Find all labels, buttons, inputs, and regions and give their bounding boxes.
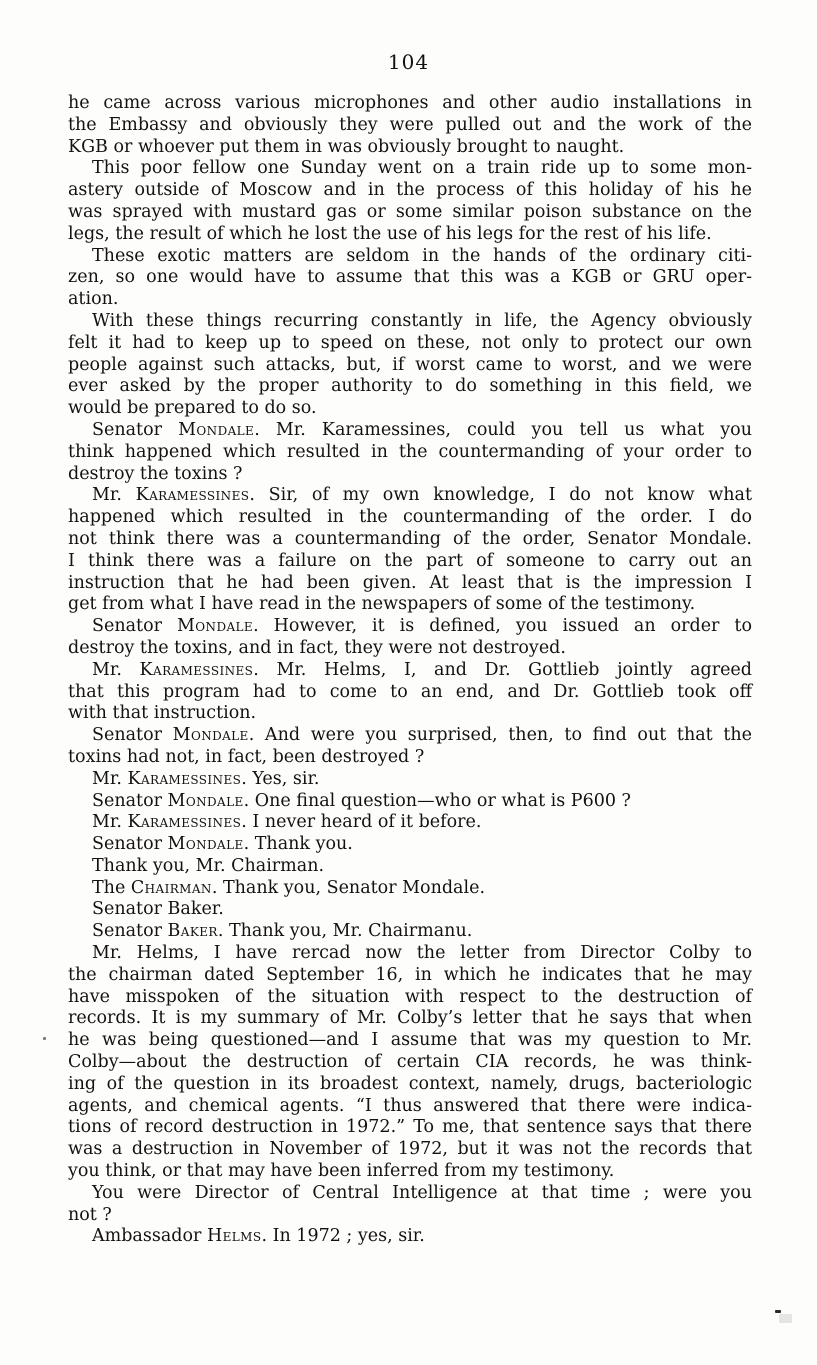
- text-line: [68, 1052, 752, 1074]
- text-line: [68, 638, 752, 660]
- text-run: was a destruction in November of 1972, but it was not the records that: [68, 1139, 752, 1160]
- text-run: Mr.: [92, 485, 136, 506]
- text-line: [68, 660, 752, 682]
- speaker-name: Karamessines: [139, 659, 254, 680]
- text-run: . Thank you, Mr. Chairmanu.: [217, 921, 473, 942]
- text-line: [68, 703, 752, 725]
- text-run: . I never heard of it before.: [241, 812, 482, 833]
- text-line: [68, 180, 752, 202]
- text-line: [68, 442, 752, 464]
- text-run: records. It is my summary of Mr. Colby’s letter that he says that when: [68, 1008, 752, 1029]
- speaker-name: Karamessines: [127, 812, 242, 833]
- text-run: legs, the result of which he lost the use of his legs for the rest of his life.: [68, 223, 712, 244]
- text-run: These exotic matters are seldom in the hands of the ordinary citi-: [92, 245, 752, 266]
- text-line: [68, 137, 752, 159]
- text-run: tions of record destruction in 1972.” To me, that sentence says that there: [68, 1117, 752, 1138]
- text-line: [68, 1074, 752, 1096]
- text-run: . However, it is defined, you issued an order to: [253, 616, 752, 637]
- scan-artifact: [43, 1037, 46, 1040]
- text-run: Colby—about the destruction of certain CIA records, he was think-: [68, 1052, 752, 1073]
- text-run: happened which resulted in the countermanding of the order. I do: [68, 507, 752, 528]
- text-line: [68, 529, 752, 551]
- text-line: [68, 398, 752, 420]
- text-run: destroy the toxins, and in fact, they were not destroyed.: [68, 637, 566, 658]
- text-run: felt it had to keep up to speed on these, not only to protect our own: [68, 332, 752, 353]
- text-run: get from what I have read in the newspapers of some of the testimony.: [68, 594, 696, 615]
- text-line: [68, 769, 752, 791]
- text-run: not ?: [68, 1204, 112, 1225]
- text-run: toxins had not, in fact, been destroyed ?: [68, 746, 425, 767]
- text-line: [68, 507, 752, 529]
- text-run: was sprayed with mustard gas or some similar poison substance on the: [68, 201, 752, 222]
- text-run: . Mr. Helms, I, and Dr. Gottlieb jointly agreed: [253, 659, 752, 680]
- text-line: [68, 725, 752, 747]
- page-body: [68, 93, 752, 1248]
- text-line: [68, 1096, 752, 1118]
- text-run: Senator: [92, 834, 168, 855]
- speaker-name: Mondale: [167, 834, 244, 855]
- scan-artifact: [775, 1310, 781, 1313]
- text-line: [68, 1008, 752, 1030]
- text-run: Mr.: [92, 768, 128, 789]
- text-line: [68, 965, 752, 987]
- text-line: [68, 333, 752, 355]
- text-run: the Embassy and obviously they were pulled out and the work of the: [68, 114, 752, 135]
- text-line: [68, 878, 752, 900]
- text-run: would be prepared to do so.: [68, 398, 317, 419]
- text-run: astery outside of Moscow and in the process of this holiday of his he: [68, 180, 752, 201]
- text-run: instruction that he had been given. At least that is the impression I: [68, 572, 752, 593]
- text-run: he was being questioned—and I assume that was my question to Mr.: [68, 1030, 752, 1051]
- speaker-name: Baker: [167, 921, 218, 942]
- scan-artifact: [779, 1314, 792, 1323]
- text-line: [68, 1030, 752, 1052]
- text-run: . Sir, of my own knowledge, I do not know what: [249, 485, 752, 506]
- speaker-name: Karamessines: [135, 485, 250, 506]
- text-run: zen, so one would have to assume that this was a KGB or GRU oper-: [68, 267, 752, 288]
- text-line: [68, 464, 752, 486]
- text-run: Senator: [92, 419, 179, 440]
- text-line: [68, 246, 752, 268]
- text-line: [68, 856, 752, 878]
- text-run: . One final question—who or what is P600 ?: [243, 790, 631, 811]
- text-run: ever asked by the proper authority to do something in this field, we: [68, 376, 752, 397]
- text-run: You were Director of Central Intelligence at that time ; were you: [92, 1182, 752, 1203]
- speaker-name: Mondale: [176, 616, 254, 637]
- text-line: [68, 267, 752, 289]
- text-line: [68, 376, 752, 398]
- text-run: This poor fellow one Sunday went on a train ride up to some mon-: [92, 158, 752, 179]
- text-line: [68, 1226, 752, 1248]
- text-run: . Thank you, Senator Mondale.: [211, 877, 486, 898]
- text-line: [68, 1139, 752, 1161]
- text-line: [68, 1183, 752, 1205]
- text-line: [68, 289, 752, 311]
- text-run: KGB or whoever put them in was obviously brought to naught.: [68, 136, 625, 157]
- text-line: [68, 987, 752, 1009]
- text-run: ing of the question in its broadest context, namely, drugs, bacteriologic: [68, 1073, 752, 1094]
- text-run: Mr. Helms, I have rercad now the letter from Director Colby to: [92, 943, 752, 964]
- text-line: [68, 573, 752, 595]
- text-line: [68, 747, 752, 769]
- text-run: Senator: [92, 790, 168, 811]
- text-line: [68, 224, 752, 246]
- page-number: 104: [387, 50, 430, 74]
- text-run: destroy the toxins ?: [68, 463, 243, 484]
- text-line: [68, 115, 752, 137]
- text-run: you think, or that may have been inferred from my testimony.: [68, 1161, 615, 1182]
- speaker-name: Mondale: [167, 790, 244, 811]
- text-run: . Thank you.: [243, 834, 353, 855]
- text-run: Ambassador: [92, 1226, 207, 1247]
- text-line: [68, 791, 752, 813]
- text-run: think happened which resulted in the countermanding of your order to: [68, 441, 752, 462]
- text-run: With these things recurring constantly in life, the Agency obviously: [92, 310, 752, 331]
- text-line: [68, 93, 752, 115]
- text-run: that this program had to come to an end, and Dr. Gottlieb took off: [68, 681, 752, 702]
- text-run: The: [92, 877, 131, 898]
- text-run: the chairman dated September 16, in which he indicates that he may: [68, 964, 752, 985]
- speaker-name: Chairman: [130, 877, 212, 898]
- text-run: with that instruction.: [68, 703, 257, 724]
- text-run: Senator: [92, 921, 168, 942]
- text-line: [68, 834, 752, 856]
- text-run: . Mr. Karamessines, could you tell us what you: [254, 419, 752, 440]
- text-line: [68, 1205, 752, 1227]
- text-line: [68, 812, 752, 834]
- text-run: he came across various microphones and other audio installations in: [68, 93, 752, 113]
- text-line: [68, 1161, 752, 1183]
- text-line: [68, 355, 752, 377]
- text-line: [68, 899, 752, 921]
- text-run: agents, and chemical agents. “I thus answered that there were indica-: [68, 1095, 752, 1116]
- text-run: Mr.: [92, 812, 128, 833]
- speaker-name: Karamessines: [127, 768, 242, 789]
- text-line: [68, 1117, 752, 1139]
- text-line: [68, 616, 752, 638]
- text-line: [68, 921, 752, 943]
- text-line: [68, 485, 752, 507]
- text-run: people against such attacks, but, if worst came to worst, and we were: [68, 354, 752, 375]
- text-line: [68, 202, 752, 224]
- text-line: [68, 420, 752, 442]
- text-run: Senator Baker.: [92, 899, 224, 920]
- text-run: . And were you surprised, then, to find out that the: [248, 725, 752, 746]
- text-run: . In 1972 ; yes, sir.: [261, 1226, 425, 1247]
- text-run: not think there was a countermanding of the order, Senator Mondale.: [68, 528, 752, 549]
- text-line: [68, 551, 752, 573]
- text-run: . Yes, sir.: [241, 768, 320, 789]
- text-line: [68, 158, 752, 180]
- text-line: [68, 594, 752, 616]
- speaker-name: Mondale: [172, 725, 249, 746]
- text-run: ation.: [68, 289, 119, 310]
- text-line: [68, 311, 752, 333]
- text-run: Thank you, Mr. Chairman.: [92, 855, 325, 876]
- text-run: have misspoken of the situation with respect to the destruction of: [68, 986, 752, 1007]
- text-line: [68, 943, 752, 965]
- speaker-name: Helms: [206, 1226, 262, 1247]
- text-line: [68, 682, 752, 704]
- text-run: I think there was a failure on the part of someone to carry out an: [68, 550, 752, 571]
- text-run: Mr.: [92, 659, 140, 680]
- text-run: Senator: [92, 725, 173, 746]
- text-run: Senator: [92, 616, 177, 637]
- speaker-name: Mondale: [178, 419, 255, 440]
